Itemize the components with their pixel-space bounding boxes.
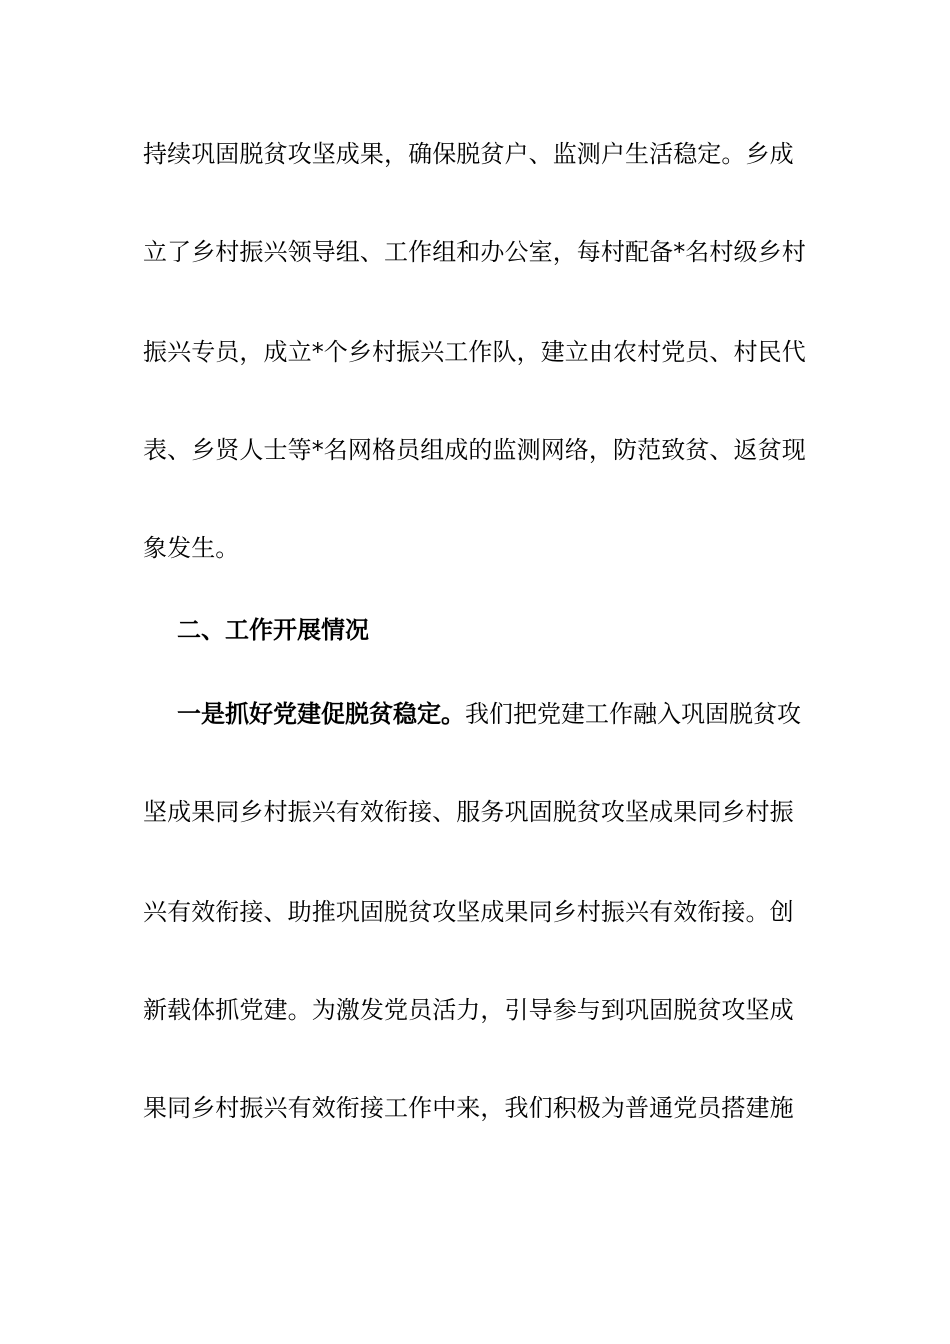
section-heading: 二、工作开展情况 (177, 616, 369, 644)
paragraph-lead-bold: 一是抓好党建促脱贫稳定。 (177, 700, 465, 728)
paragraph-line: 象发生。 (143, 534, 240, 562)
paragraph-line: 新载体抓党建。为激发党员活力，引导参与到巩固脱贫攻坚成 (143, 996, 794, 1024)
paragraph-line: 兴有效衔接、助推巩固脱贫攻坚成果同乡村振兴有效衔接。创 (143, 898, 794, 926)
paragraph-line: 表、乡贤人士等*名网格员组成的监测网络，防范致贫、返贫现 (143, 436, 806, 464)
paragraph-lead-rest: 我们把党建工作融入巩固脱贫攻 (465, 700, 801, 728)
paragraph-line: 持续巩固脱贫攻坚成果，确保脱贫户、监测户生活稳定。乡成 (143, 140, 794, 168)
paragraph-line: 立了乡村振兴领导组、工作组和办公室，每村配备*名村级乡村 (143, 238, 806, 266)
paragraph-line: 振兴专员，成立*个乡村振兴工作队，建立由农村党员、村民代 (143, 338, 806, 366)
paragraph-line: 果同乡村振兴有效衔接工作中来，我们积极为普通党员搭建施 (143, 1094, 794, 1122)
paragraph-lead-line (177, 698, 801, 730)
paragraph-line: 坚成果同乡村振兴有效衔接、服务巩固脱贫攻坚成果同乡村振 (143, 798, 794, 826)
